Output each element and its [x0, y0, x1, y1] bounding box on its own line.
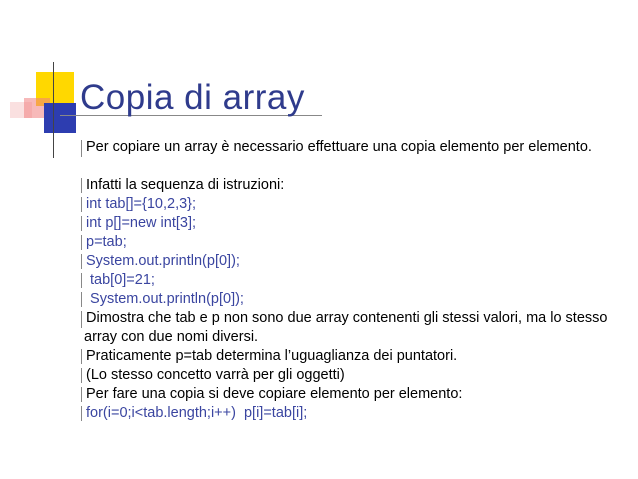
text-line: [84, 309, 632, 347]
code-line-content: for(i=0;i<tab.length;i++) p[i]=tab[i];: [86, 405, 308, 421]
text-line: [84, 366, 632, 385]
decorative-vertical-line: [53, 62, 54, 158]
code-line-content: System.out.println(p[0]);: [86, 291, 244, 307]
code-line-content: int p[]=new int[3];: [86, 215, 197, 231]
text-line: [84, 385, 632, 404]
code-line: [84, 195, 632, 214]
slide-body: [84, 138, 632, 423]
slide-title: Copia di array: [80, 78, 305, 117]
text-line: [84, 138, 632, 176]
code-line-content: System.out.println(p[0]);: [86, 253, 240, 269]
code-line: [84, 233, 632, 252]
text-line-content: Praticamente p=tab determina l’uguaglianza dei puntatori.: [86, 348, 458, 364]
text-line-content: Infatti la sequenza di istruzioni:: [86, 177, 285, 193]
code-line: [84, 252, 632, 271]
text-line-content: Per fare una copia si deve copiare elemento per elemento:: [86, 386, 463, 402]
code-line: [84, 290, 632, 309]
code-line-content: int tab[]={10,2,3};: [86, 196, 197, 212]
text-line-content: (Lo stesso concetto varrà per gli oggetti): [86, 367, 345, 383]
code-line: [84, 214, 632, 233]
code-line-content: p=tab;: [86, 234, 127, 250]
text-line: [84, 176, 632, 195]
decorative-square-blue: [44, 103, 76, 133]
code-line-content: tab[0]=21;: [86, 272, 155, 288]
text-line: [84, 347, 632, 366]
text-line-content: Dimostra che tab e p non sono due array contenenti gli stessi valori, ma lo stesso array con due nomi diversi.: [84, 310, 608, 345]
code-line: [84, 271, 632, 290]
code-line: [84, 404, 632, 423]
text-line-content: Per copiare un array è necessario effettuare una copia elemento per elemento.: [86, 139, 592, 155]
